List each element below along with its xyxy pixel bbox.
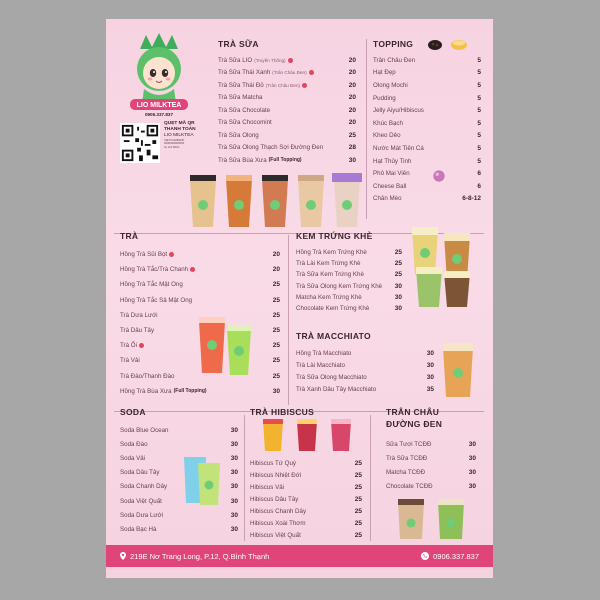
menu-item	[218, 92, 356, 105]
menu-item-name-group	[250, 484, 284, 491]
footer-phone[interactable]	[421, 552, 479, 561]
location-pin-icon	[120, 552, 126, 560]
menu-item	[250, 529, 362, 541]
menu-item-price: 30	[426, 373, 434, 381]
footer-bar	[106, 545, 493, 567]
menu-item-name: Cheese Ball	[373, 182, 407, 190]
menu-item-price: 5	[477, 69, 481, 77]
menu-item-name-group	[120, 357, 140, 364]
menu-item-name: Matcha Kem Trứng Khè	[296, 293, 362, 301]
tra-macchiato-list	[296, 347, 434, 395]
menu-item-name: Soda Chanh Dây	[120, 483, 168, 491]
menu-item	[120, 262, 280, 277]
menu-item	[218, 142, 356, 155]
menu-item-name-group	[373, 69, 396, 76]
menu-item-name-group	[386, 441, 431, 448]
menu-item-price: 30	[230, 525, 238, 533]
topping-list	[373, 54, 481, 205]
menu-item-price: 5	[477, 132, 481, 140]
topping-cheese-icon	[432, 169, 446, 183]
menu-item-price: 30	[426, 349, 434, 357]
section-title-soda: SODA	[120, 407, 146, 417]
menu-item-name-group	[120, 498, 162, 505]
menu-item-name: Trà Sữa Chocomint	[218, 119, 272, 127]
section-title-tran-chau-line1: TRÂN CHÂU	[386, 407, 440, 417]
tcdd-cups-image	[394, 497, 474, 541]
menu-item-price: 20	[272, 251, 280, 259]
menu-item-price: 30	[426, 361, 434, 369]
menu-item-price: 5	[477, 119, 481, 127]
menu-item-price: 35	[426, 385, 434, 393]
lio-mascot-logo	[126, 31, 192, 123]
menu-item-name: Trà Sữa Olong	[218, 131, 259, 139]
menu-item	[373, 54, 481, 67]
menu-item-price: 25	[272, 372, 280, 380]
menu-item	[120, 277, 280, 292]
menu-item-name: Trà Sữa LIO	[218, 56, 253, 64]
menu-item-price: 30	[394, 282, 402, 290]
menu-item	[386, 479, 476, 493]
divider	[370, 415, 371, 541]
menu-item	[373, 142, 481, 155]
menu-item-name: Soda Blue Ocean	[120, 426, 169, 434]
menu-item-name: Trà Sữa TCĐĐ	[386, 454, 428, 462]
menu-item-price: 30	[230, 511, 238, 519]
menu-item-name: Trà Sữa Thái Đỏ	[218, 81, 264, 89]
menu-item-price: 5	[477, 81, 481, 89]
menu-item-price: 25	[394, 260, 402, 268]
menu-item-price: 30	[230, 497, 238, 505]
menu-item-name: Soda Việt Quất	[120, 497, 162, 505]
menu-item-name: Trà Lài Kem Trứng Khè	[296, 260, 361, 268]
menu-item-name: Trà Dâu Tây	[120, 327, 155, 335]
menu-item-name: Hồng Trà Macchiato	[296, 349, 352, 357]
menu-item-price: 30	[394, 293, 402, 301]
menu-item-price: 30	[468, 468, 476, 476]
section-title-tra-sua: TRÀ SỮA	[218, 39, 259, 49]
footer-address	[120, 552, 269, 561]
menu-item-name-group	[373, 82, 408, 89]
section-title-kem-trung-khe: KEM TRỨNG KHÈ	[296, 231, 373, 241]
menu-item-name-group	[386, 455, 427, 462]
menu-item-name: Trà Sữa Matcha	[218, 94, 263, 102]
menu-item-name-group	[120, 342, 144, 349]
menu-item-price: 25	[272, 342, 280, 350]
qr-line-3: LIO MILKTEA	[164, 133, 194, 138]
menu-item-name: Hồng Trà Kem Trứng Khè	[296, 249, 367, 257]
menu-item	[296, 281, 402, 292]
menu-item-name: Hibiscus Chanh Dây	[250, 507, 307, 515]
menu-item-name-group	[373, 120, 403, 127]
tra-cups-image	[194, 315, 256, 377]
menu-item-name-group	[296, 283, 382, 290]
soda-cups-image	[182, 451, 222, 505]
menu-item	[218, 104, 356, 117]
menu-item-price: 25	[394, 249, 402, 257]
menu-item-name: Trà Sữa Thái Xanh	[218, 69, 271, 77]
menu-item-name: Hồng Trà Tắc Sả Mật Ong	[120, 296, 193, 304]
menu-item	[218, 154, 356, 167]
menu-item-name-group	[120, 512, 163, 519]
menu-item	[386, 437, 476, 451]
menu-item-price: 6-8-12	[462, 195, 481, 203]
menu-item-name: Chân Mèo	[373, 195, 402, 203]
menu-item	[218, 54, 356, 67]
menu-item-name-group	[373, 195, 402, 202]
menu-item-name: Hồng Trà Sủi Bọt	[120, 251, 168, 259]
menu-item-price: 30	[348, 156, 356, 164]
menu-item-price: 30	[230, 426, 238, 434]
menu-item	[373, 117, 481, 130]
menu-item-name: Trà Sữa Bùa Xưa	[218, 156, 267, 164]
address-text: 219E Nơ Trang Long, P.12, Q.Bình Thạnh	[130, 551, 270, 561]
menu-item-name-group	[120, 251, 174, 258]
section-title-tra-hibiscus: TRÀ HIBISCUS	[250, 407, 315, 417]
menu-item-name-group	[386, 483, 433, 490]
menu-item-note: (Trân Châu Đen)	[272, 70, 307, 76]
menu-item-name: Chocolate TCĐĐ	[386, 482, 433, 490]
menu-item-name: Trà Xanh Dâu Tây Macchiato	[296, 385, 377, 393]
menu-item-name: Soda Đào	[120, 440, 148, 448]
menu-item-name-group	[250, 520, 306, 527]
menu-item-name: Hibiscus Vải	[250, 483, 285, 491]
menu-item-price: 28	[348, 144, 356, 152]
menu-item	[373, 167, 481, 180]
menu-item-price: 20	[348, 119, 356, 127]
menu-item-note: (Full Topping)	[173, 387, 207, 394]
menu-item-name-group	[386, 469, 425, 476]
menu-item-name: Trà Sữa Kem Trứng Khè	[296, 271, 364, 279]
menu-item-name-group	[218, 144, 323, 151]
menu-item-name-group	[218, 157, 302, 164]
menu-item	[296, 371, 434, 383]
menu-item	[373, 92, 481, 105]
menu-item-price: 6	[477, 182, 481, 190]
menu-item-name-group	[120, 526, 156, 533]
menu-item-price: 30	[230, 454, 238, 462]
hot-badge-icon	[302, 83, 307, 88]
menu-item-name: Hạt Đẹp	[373, 69, 396, 77]
menu-item-name-group	[373, 132, 401, 139]
menu-item	[250, 517, 362, 529]
menu-item-name: Soda Dưa Lưới	[120, 511, 163, 519]
menu-item-name: Trà Sữa Chocolate	[218, 106, 271, 114]
phone-text: 0906.337.837	[433, 551, 479, 561]
menu-item-name-group	[296, 374, 367, 381]
menu-item-name-group	[120, 266, 195, 273]
menu-item-price: 25	[272, 281, 280, 289]
menu-item-name-group	[120, 281, 183, 288]
menu-item-price: 30	[230, 483, 238, 491]
menu-item-price: 25	[354, 495, 362, 503]
menu-item	[218, 79, 356, 92]
menu-item-name: Soda Bạc Hà	[120, 525, 157, 533]
menu-item-name-group	[120, 441, 148, 448]
menu-item	[250, 493, 362, 505]
menu-item-name-group	[373, 183, 406, 190]
menu-item	[120, 522, 238, 536]
menu-item	[250, 481, 362, 493]
menu-item-name: Khúc Bạch	[373, 119, 403, 127]
menu-item	[250, 505, 362, 517]
menu-item-price: 25	[354, 459, 362, 467]
menu-item-name-group	[296, 305, 369, 312]
menu-item-name: Hibiscus Xoài Thơm	[250, 519, 306, 527]
menu-item-price: 30	[230, 469, 238, 477]
menu-item-name-group	[120, 327, 154, 334]
menu-item	[373, 130, 481, 143]
menu-item	[218, 129, 356, 142]
menu-item-name-group	[373, 158, 411, 165]
menu-item-name: Nước Mát Tiên Cá	[373, 144, 424, 152]
menu-item	[373, 155, 481, 168]
menu-item	[296, 359, 434, 371]
menu-item-name: Trà Sữa Olong Thạch Sợi Đường Đen	[218, 144, 324, 152]
menu-item-name-group	[218, 57, 293, 64]
menu-item-name-group	[296, 271, 364, 278]
menu-item-name: Phô Mai Viên	[373, 170, 410, 178]
menu-item-name-group	[250, 532, 301, 539]
menu-item-price: 25	[354, 507, 362, 515]
menu-item-note: (Trân Châu Đen)	[265, 82, 301, 88]
menu-item-name: Hồng Trà Bùa Xưa	[120, 387, 172, 395]
divider	[244, 415, 245, 541]
menu-item-name-group	[296, 260, 360, 267]
menu-item-price: 25	[354, 483, 362, 491]
qr-line-1: QUẸT MÃ QR	[164, 121, 195, 126]
menu-item-name: Chocolate Kem Trứng Khè	[296, 305, 370, 313]
menu-item-name-group	[218, 94, 263, 101]
menu-item-price: 30	[468, 454, 476, 462]
menu-item-name-group	[296, 350, 351, 357]
menu-item	[120, 437, 238, 451]
menu-item	[296, 383, 434, 395]
qr-line-2: THANH TOÁN	[164, 127, 196, 132]
menu-item	[373, 104, 481, 117]
menu-item	[296, 347, 434, 359]
menu-item-name: Trà Vải	[120, 357, 140, 365]
menu-item	[373, 193, 481, 206]
menu-item-price: 20	[348, 94, 356, 102]
menu-item-name-group	[120, 297, 192, 304]
menu-item-price: 25	[348, 131, 356, 139]
macchiato-cup-image	[440, 341, 476, 399]
menu-item	[120, 423, 238, 437]
menu-item-name-group	[296, 386, 376, 393]
hibiscus-cups-image	[254, 417, 360, 453]
kem-trung-khe-cups-image	[406, 225, 478, 309]
menu-item-price: 25	[354, 471, 362, 479]
menu-item-price: 6	[477, 170, 481, 178]
menu-sheet	[106, 19, 493, 578]
qr-caption	[164, 121, 212, 149]
menu-item-price: 20	[272, 266, 280, 274]
section-title-tra-macchiato: TRÀ MACCHIATO	[296, 331, 371, 341]
menu-item-name-group	[373, 107, 424, 114]
section-title-tran-chau-line2: ĐƯỜNG ĐEN	[386, 419, 443, 429]
menu-item-price: 25	[354, 531, 362, 539]
menu-item-name-group	[218, 119, 272, 126]
menu-item-price: 25	[354, 519, 362, 527]
hot-badge-icon	[190, 267, 195, 272]
menu-item-name: Trà Đào/Thanh Đào	[120, 372, 175, 380]
milk-tea-cups-image	[186, 171, 366, 229]
menu-item-name: Trà Lài Macchiato	[296, 361, 345, 369]
menu-item	[296, 292, 402, 303]
menu-item-name: Soda Dâu Tây	[120, 469, 160, 477]
menu-item-price: 5	[477, 157, 481, 165]
section-title-tra: TRÀ	[120, 231, 139, 241]
menu-item-price: 5	[477, 144, 481, 152]
menu-item-price: 20	[348, 56, 356, 64]
menu-item-name-group	[120, 427, 169, 434]
menu-item-price: 30	[468, 482, 476, 490]
menu-item-name-group	[296, 362, 345, 369]
menu-item	[373, 180, 481, 193]
menu-item-name: Hồng Trà Tắc/Trà Chanh	[120, 266, 189, 274]
menu-item-name: Trà Dưa Lưới	[120, 311, 158, 319]
section-title-topping: TOPPING	[373, 39, 414, 49]
menu-item-name-group	[120, 373, 174, 380]
menu-item-price: 5	[477, 94, 481, 102]
menu-item	[296, 303, 402, 314]
menu-item-price: 20	[348, 106, 356, 114]
menu-item-note: (Truyền Thống)	[254, 57, 286, 63]
menu-item	[120, 508, 238, 522]
menu-item-name: Trà Sữa Olong Kem Trứng Khè	[296, 282, 383, 290]
menu-item-name: Kheo Dẻo	[373, 132, 401, 140]
hot-badge-icon	[139, 343, 144, 348]
menu-item	[296, 258, 402, 269]
menu-item-name-group	[250, 472, 301, 479]
menu-item-name-group	[373, 57, 415, 64]
menu-item	[120, 293, 280, 308]
menu-item	[218, 67, 356, 80]
menu-item-name-group	[250, 508, 306, 515]
menu-item-name-group	[296, 294, 362, 301]
menu-item-name-group	[120, 469, 159, 476]
tra-sua-list	[218, 54, 356, 167]
menu-item-name: Hibiscus Việt Quất	[250, 531, 301, 539]
menu-item-name-group	[218, 132, 259, 139]
kem-trung-khe-list	[296, 247, 402, 314]
menu-item-name: Trà Sữa Olong Macchiato	[296, 373, 367, 381]
menu-item-name: Olong Mochi	[373, 81, 408, 89]
menu-item-name-group	[218, 82, 307, 89]
menu-item	[250, 469, 362, 481]
menu-item-price: 5	[477, 107, 481, 115]
menu-item-price: 25	[272, 327, 280, 335]
hot-badge-icon	[288, 58, 293, 63]
menu-item-name: Sữa Tươi TCĐĐ	[386, 440, 432, 448]
menu-item-name-group	[373, 145, 424, 152]
hot-badge-icon	[309, 70, 314, 75]
menu-item-price: 30	[272, 387, 280, 395]
phone-icon	[421, 552, 429, 560]
menu-item	[296, 247, 402, 258]
qr-small-2: 0000000000000	[164, 141, 185, 146]
menu-item-price: 20	[348, 81, 356, 89]
menu-item-name-group	[250, 496, 298, 503]
menu-item-name: Pudding	[373, 94, 396, 102]
menu-item	[120, 247, 280, 262]
menu-item	[120, 384, 280, 399]
menu-item-price: 30	[468, 440, 476, 448]
menu-item-price: 5	[477, 56, 481, 64]
menu-item-name: Hibiscus Nhiệt Đới	[250, 471, 302, 479]
menu-item-name-group	[120, 455, 145, 462]
menu-item-name: Trà Ổi	[120, 342, 137, 350]
qr-code[interactable]	[120, 123, 160, 163]
menu-item-note: (Full Topping)	[268, 156, 302, 163]
menu-item-name-group	[120, 388, 207, 395]
topping-bowl-icon	[422, 37, 472, 51]
menu-item-name-group	[218, 107, 270, 114]
menu-item-price: 25	[272, 296, 280, 304]
qr-small-3: by LIO MILK	[164, 144, 180, 149]
menu-item-name: Matcha TCĐĐ	[386, 468, 426, 476]
menu-item-price: 20	[348, 69, 356, 77]
menu-item-name-group	[373, 170, 410, 177]
menu-item-name-group	[120, 312, 158, 319]
menu-item-price: 25	[272, 357, 280, 365]
menu-item-name: Soda Vải	[120, 454, 146, 462]
menu-item-name: Hạt Thủy Tinh	[373, 157, 412, 165]
brand-name: LIO MILKTEA	[136, 102, 182, 109]
tran-chau-duong-den-list	[386, 437, 476, 493]
menu-item	[250, 457, 362, 469]
menu-item-name-group	[120, 483, 167, 490]
menu-item-name-group	[250, 460, 296, 467]
menu-item-price: 25	[394, 271, 402, 279]
menu-item	[373, 67, 481, 80]
menu-item	[373, 79, 481, 92]
menu-item	[296, 269, 402, 280]
menu-item-price: 30	[230, 440, 238, 448]
menu-item	[386, 451, 476, 465]
qr-small-1: VIETCOMBANK	[164, 138, 185, 142]
menu-item-name: Hibiscus Tứ Quý	[250, 459, 296, 467]
divider	[288, 235, 289, 405]
hot-badge-icon	[169, 252, 174, 257]
tra-hibiscus-list	[250, 457, 362, 541]
menu-item-name: Hibiscus Dâu Tây	[250, 495, 299, 503]
menu-item-name-group	[373, 95, 396, 102]
menu-item-price: 25	[272, 311, 280, 319]
brand-phone-small: 0906.337.837	[144, 112, 174, 117]
menu-item-name-group	[218, 69, 314, 76]
menu-item-name: Trân Châu Đen	[373, 56, 416, 64]
menu-item-name-group	[296, 249, 367, 256]
menu-item	[386, 465, 476, 479]
menu-item-name: Hồng Trà Tắc Mật Ong	[120, 281, 183, 289]
menu-item-name: Jelly Aiyu/Hibiscus	[373, 107, 424, 115]
menu-item-price: 30	[394, 305, 402, 313]
menu-item	[218, 117, 356, 130]
divider	[366, 39, 367, 219]
